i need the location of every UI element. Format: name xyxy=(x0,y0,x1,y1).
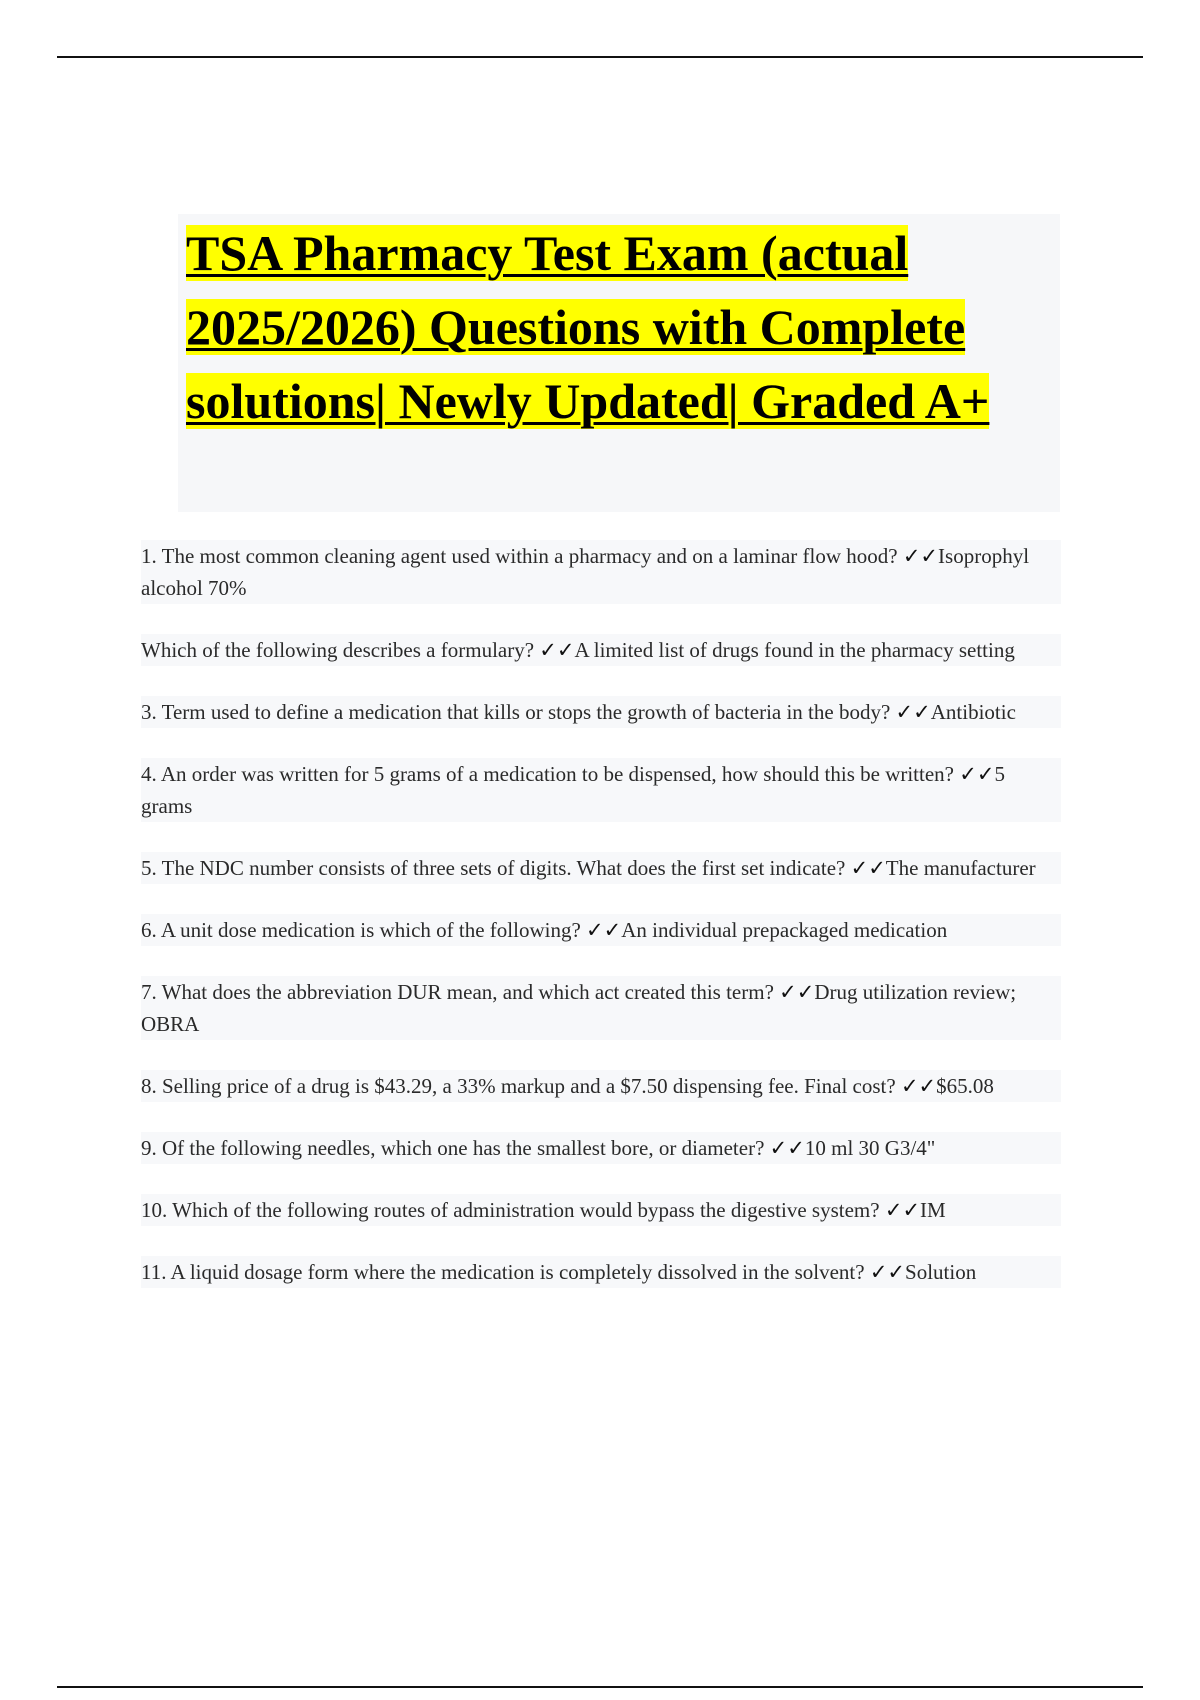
answer-text: A limited list of drugs found in the pharmacy setting xyxy=(574,638,1015,662)
double-check-icon: ✓✓ xyxy=(769,1136,805,1160)
double-check-icon: ✓✓ xyxy=(850,856,886,880)
answer-text: 10 ml 30 G3/4" xyxy=(804,1136,936,1160)
double-check-icon: ✓✓ xyxy=(779,980,815,1004)
double-check-icon: ✓✓ xyxy=(539,638,575,662)
double-check-icon: ✓✓ xyxy=(895,700,931,724)
qa-list xyxy=(141,540,1061,1318)
question-text: 5. The NDC number consists of three sets of digits. What does the first set indicate? xyxy=(141,856,846,880)
qa-item xyxy=(141,1256,1061,1288)
document-title xyxy=(186,216,1056,438)
bottom-rule xyxy=(57,1686,1143,1688)
qa-item xyxy=(141,634,1061,666)
answer-text: 5 grams xyxy=(141,762,1005,818)
double-check-icon: ✓✓ xyxy=(884,1198,921,1222)
question-text: 11. A liquid dosage form where the medication is completely dissolved in the solvent? xyxy=(141,1260,865,1284)
question-text: 10. Which of the following routes of administration would bypass the digestive system? xyxy=(141,1198,880,1222)
question-text: 7. What does the abbreviation DUR mean, and which act created this term? xyxy=(141,980,774,1004)
answer-text: An individual prepackaged medication xyxy=(621,918,948,942)
qa-item xyxy=(141,1132,1061,1164)
qa-item xyxy=(141,758,1061,822)
question-text: 3. Term used to define a medication that kills or stops the growth of bacteria in the body? xyxy=(141,700,891,724)
double-check-icon: ✓✓ xyxy=(959,762,995,786)
answer-text: Solution xyxy=(905,1260,977,1284)
answer-text: Antibiotic xyxy=(930,700,1016,724)
double-check-icon: ✓✓ xyxy=(586,918,622,942)
double-check-icon: ✓✓ xyxy=(900,1074,937,1098)
question-text: 8. Selling price of a drug is $43.29, a 33% markup and a $7.50 dispensing fee. Final cost? xyxy=(141,1074,896,1098)
top-rule xyxy=(57,56,1143,58)
question-text: 1. The most common cleaning agent used within a pharmacy and on a laminar flow hood? xyxy=(141,544,898,568)
answer-text: Isoprophyl alcohol 70% xyxy=(141,544,1030,600)
question-text: Which of the following describes a formulary? xyxy=(141,638,535,662)
question-text: 4. An order was written for 5 grams of a medication to be dispensed, how should this be written? xyxy=(141,762,954,786)
question-text: 6. A unit dose medication is which of the following? xyxy=(141,918,581,942)
qa-item xyxy=(141,696,1061,728)
question-text: 9. Of the following needles, which one has the smallest bore, or diameter? xyxy=(141,1136,765,1160)
qa-item xyxy=(141,852,1061,884)
answer-text: Drug utilization review; OBRA xyxy=(141,980,1017,1036)
qa-item xyxy=(141,540,1061,604)
double-check-icon: ✓✓ xyxy=(869,1260,906,1284)
double-check-icon: ✓✓ xyxy=(902,544,939,568)
qa-item xyxy=(141,976,1061,1040)
answer-text: $65.08 xyxy=(936,1074,994,1098)
title-highlight: TSA Pharmacy Test Exam (actual 2025/2026) Questions with Complete solutions| Newly Updated| Graded A+ xyxy=(186,225,990,429)
answer-text: The manufacturer xyxy=(885,856,1036,880)
answer-text: IM xyxy=(920,1198,946,1222)
qa-item xyxy=(141,1194,1061,1226)
qa-item xyxy=(141,914,1061,946)
qa-item xyxy=(141,1070,1061,1102)
